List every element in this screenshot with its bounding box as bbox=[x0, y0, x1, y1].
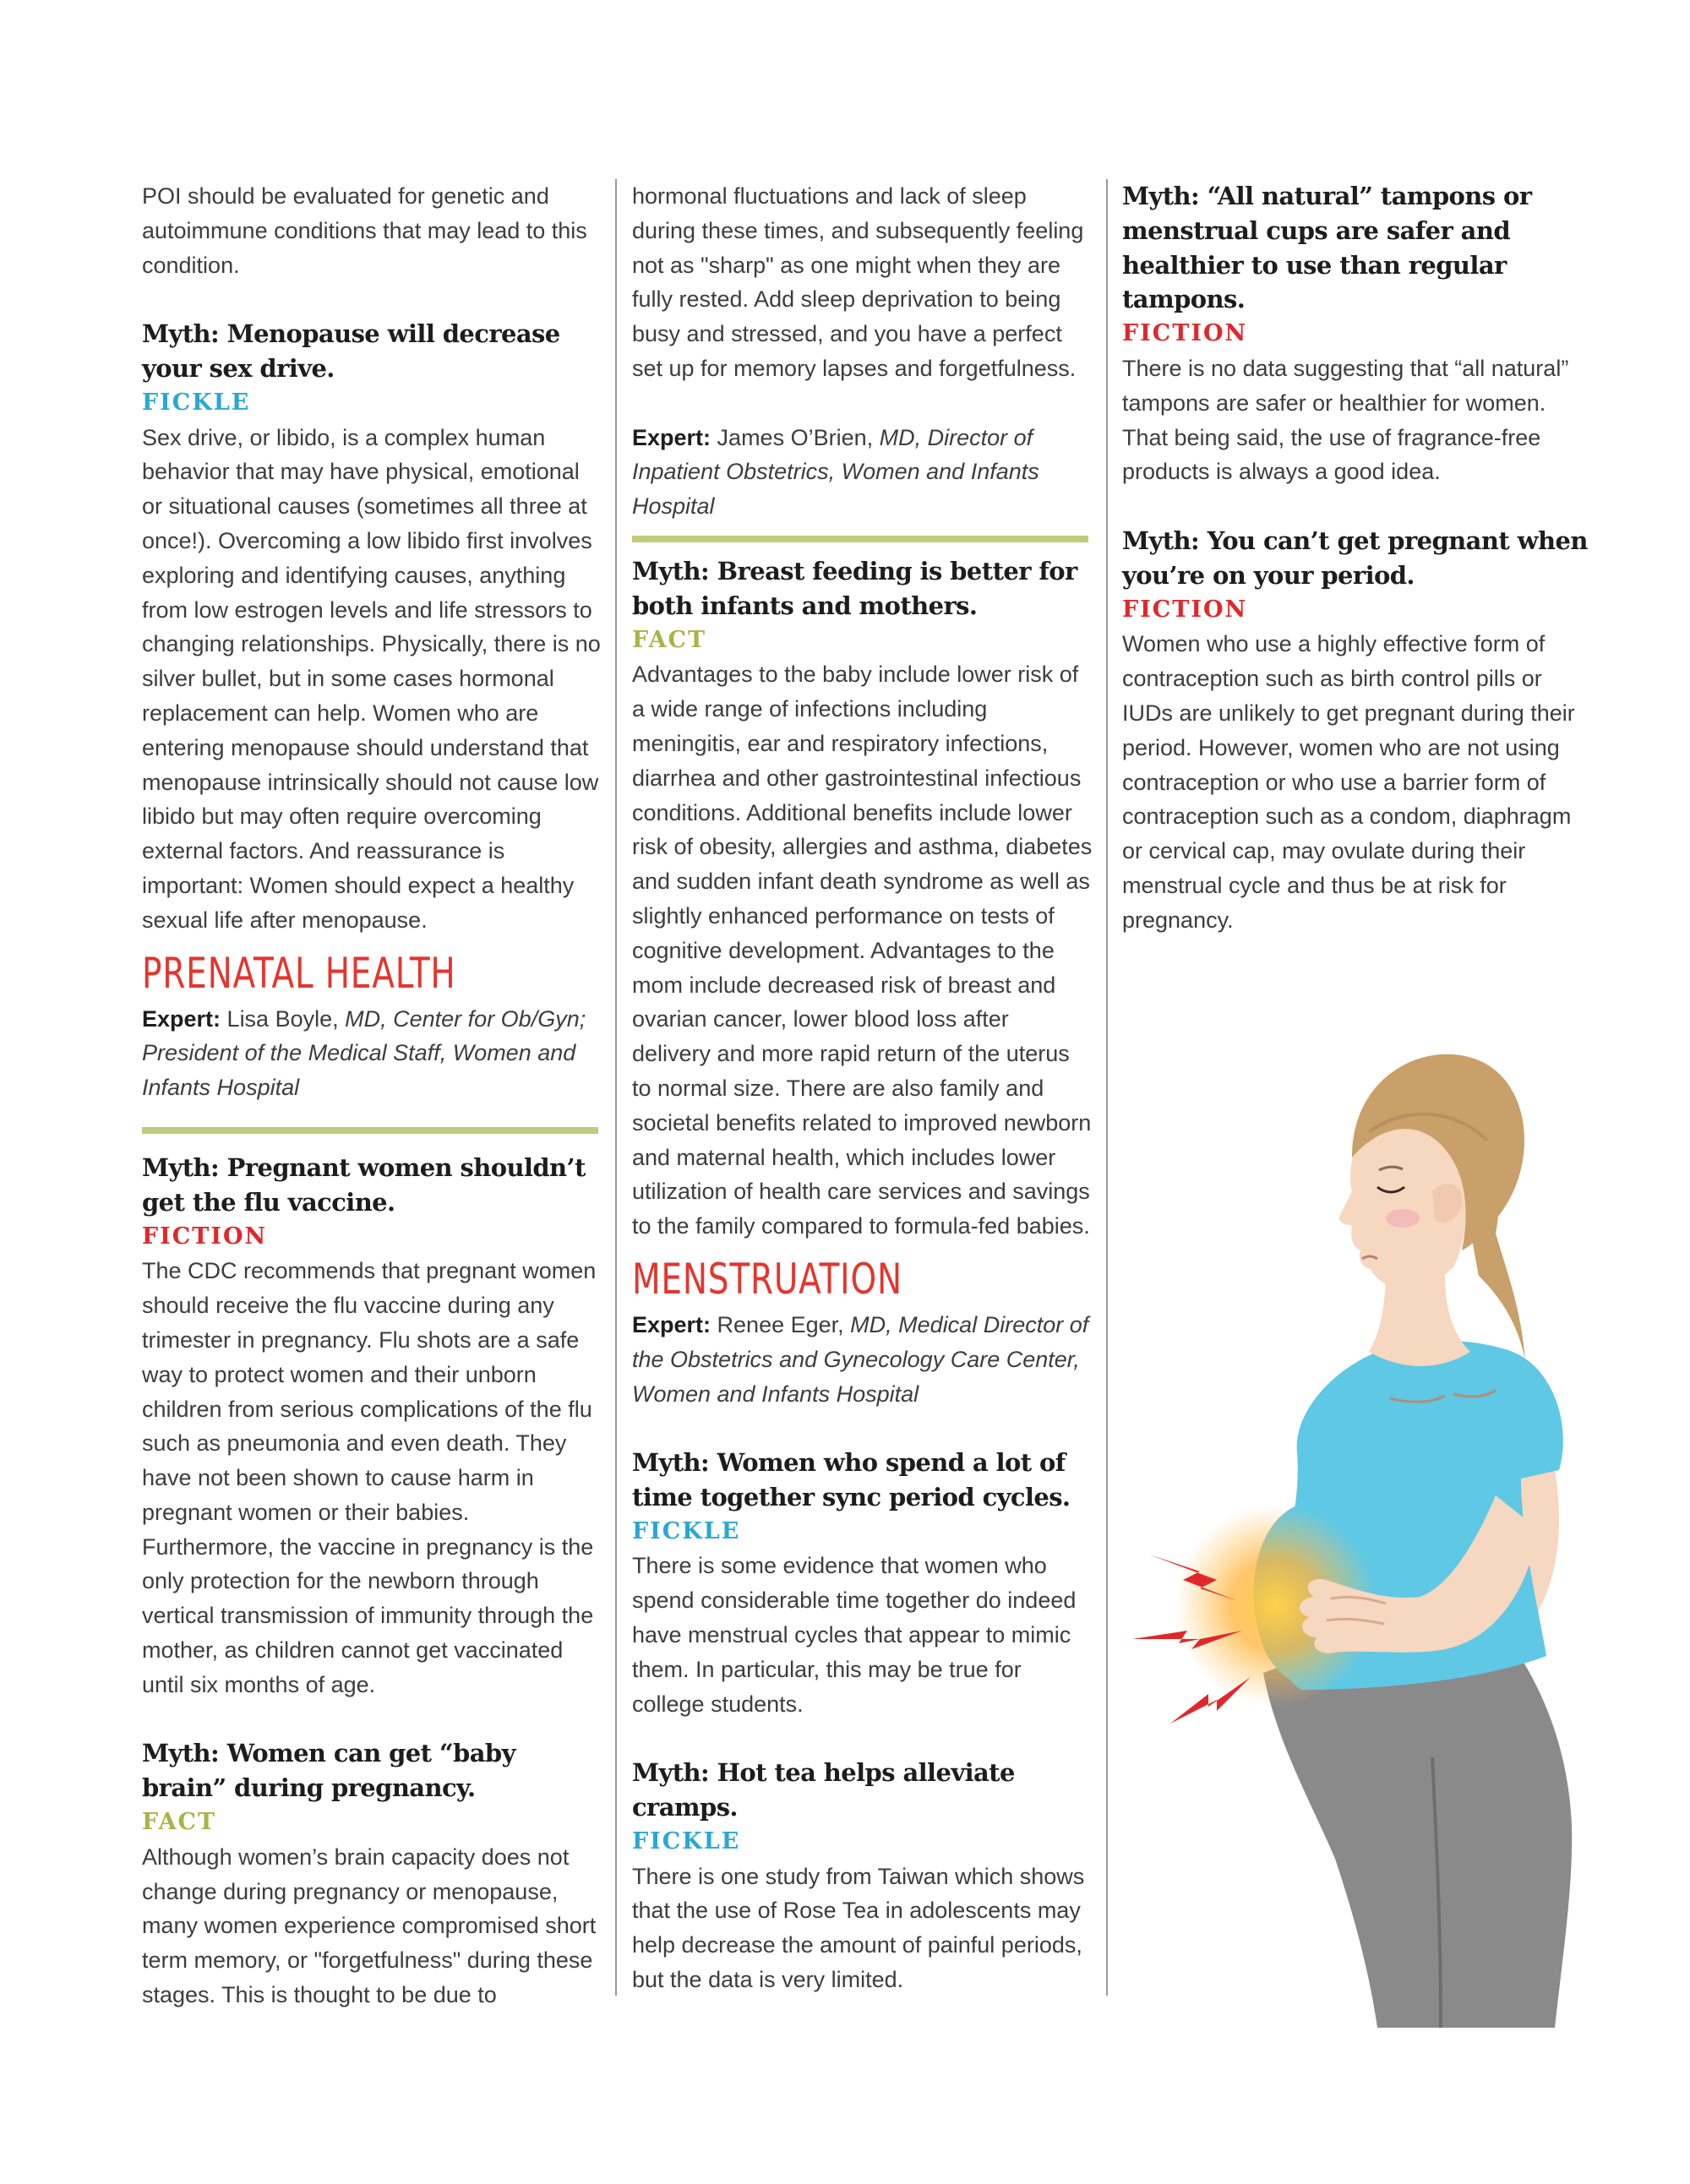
column-3 bbox=[1122, 179, 1595, 938]
myth-natural-tampons-heading: Myth: “All natural” tampons or menstrual cups are safer and healthier to use than regular tampons. bbox=[1122, 182, 1532, 314]
verdict-badge: FICKLE bbox=[632, 1517, 741, 1544]
myth-period-pregnancy-body: Women who use a highly effective form of contraception such as birth control pills or IUDs are unlikely to get pregnant during their period. However, women who are not using contraception or who use a barrier form of contraception such as a condom, diaphragm or cervical cap, may ovulate during their menstrual cycle and thus be at risk for pregnancy. bbox=[1122, 631, 1575, 933]
myth-flu-vaccine-heading: Myth: Pregnant women shouldn’t get the flu vaccine. bbox=[142, 1152, 586, 1217]
continued-paragraph: hormonal fluctuations and lack of sleep during these times, and subsequently feeling not as "sharp" as one might when they are fully rested. Add sleep deprivation to being busy and stressed, and you have a perfect set up for memory lapses and forgetfulness. bbox=[632, 183, 1084, 381]
myth-hot-tea-body: There is one study from Taiwan which shows that the use of Rose Tea in adolescents may help decrease the amount of painful periods, but the data is very limited. bbox=[632, 1863, 1085, 1993]
myth-baby-brain-body: Although women’s brain capacity does not change during pregnancy or menopause, many women experience compromised short term memory, or "forgetfulness" during these stages. This is thought to be due to bbox=[142, 1844, 597, 2008]
section-title-prenatal: PRENATAL HEALTH bbox=[142, 948, 456, 998]
verdict-badge: FICKLE bbox=[632, 1827, 741, 1854]
pregnant-woman-cramps-illustration bbox=[1098, 912, 1606, 2028]
intro-paragraph: POI should be evaluated for genetic and autoimmune conditions that may lead to this condition. bbox=[142, 183, 587, 278]
expert-credit: Expert: Lisa Boyle, MD, Center for Ob/Gyn; President of the Medical Staff, Women and Infants Hospital bbox=[142, 1005, 586, 1101]
verdict-badge: FICTION bbox=[1122, 320, 1248, 347]
column-2 bbox=[632, 179, 1093, 1997]
verdict-badge: FACT bbox=[142, 1809, 217, 1836]
verdict-badge: FICKLE bbox=[142, 389, 251, 416]
myth-period-sync-heading: Myth: Women who spend a lot of time together sync period cycles. bbox=[632, 1448, 1071, 1511]
myth-menopause-body: Sex drive, or libido, is a complex human behavior that may have physical, emotional or situational causes (sometimes all three at once!). Overcoming a low libido first involves exploring and identifying causes, anything from low estrogen levels and life stressors to changing relationships. Physically, there is no silver bullet, but in some cases hormonal replacement can help. Women who are entering menopause should understand that menopause intrinsically should not cause low libido but may often require overcoming external factors. And reassurance is important: Women should expect a healthy sexual life after menopause. bbox=[142, 424, 601, 933]
myth-period-sync-body: There is some evidence that women who spend considerable time together do indeed have menstrual cycles that appear to mimic them. In particular, this may be true for college students. bbox=[632, 1553, 1077, 1717]
myth-period-pregnancy-heading: Myth: You can’t get pregnant when you’re on your period. bbox=[1122, 526, 1588, 590]
verdict-badge: FICTION bbox=[1122, 596, 1248, 623]
column-1 bbox=[142, 179, 602, 2012]
section-divider bbox=[632, 536, 1088, 542]
expert-credit: Expert: James O’Brien, MD, Director of Inpatient Obstetrics, Women and Infants Hospital bbox=[632, 424, 1039, 520]
section-title-menstruation: MENSTRUATION bbox=[632, 1254, 902, 1304]
expert-credit: Expert: Renee Eger, MD, Medical Director of the Obstetrics and Gynecology Care Center, Women and Infants Hospital bbox=[632, 1311, 1089, 1407]
myth-menopause-heading: Myth: Menopause will decrease your sex drive. bbox=[142, 319, 560, 383]
myth-baby-brain-heading: Myth: Women can get “baby brain” during pregnancy. bbox=[142, 1739, 515, 1803]
myth-hot-tea-heading: Myth: Hot tea helps alleviate cramps. bbox=[632, 1758, 1015, 1822]
verdict-badge: FACT bbox=[632, 626, 707, 653]
myth-flu-vaccine-body: The CDC recommends that pregnant women should receive the flu vaccine during any trimester in pregnancy. Flu shots are a safe way to protect women and their unborn children from serious complications of the flu such as pneumonia and even death. They have not been shown to cause harm in pregnant women or their babies. Furthermore, the vaccine in pregnancy is the only protection for the newborn through vertical transmission of immunity through the mother, as children cannot get vaccinated until six months of age. bbox=[142, 1258, 597, 1697]
myth-breast-feeding-heading: Myth: Breast feeding is better for both infants and mothers. bbox=[632, 556, 1077, 620]
section-divider bbox=[142, 1127, 598, 1134]
myth-natural-tampons-body: There is no data suggesting that “all natural” tampons are safer or healthier for women. That being said, the use of fragrance-free products is always a good idea. bbox=[1122, 355, 1569, 485]
myth-breast-feeding-body: Advantages to the baby include lower risk of a wide range of infections including meningitis, ear and respiratory infections, diarrhea and other gastrointestinal infectious conditions. Additional benefits include lower risk of obesity, allergies and asthma, diabetes and sudden infant death syndrome as well as slightly enhanced performance on tests of cognitive development. Advantages to the mom include decreased risk of breast and ovarian cancer, lower blood loss after delivery and more rapid return of the uterus to normal size. There are also family and societal benefits related to improved newborn and maternal health, which includes lower utilization of health care services and savings to the family compared to formula-fed babies. bbox=[632, 662, 1093, 1239]
column-divider bbox=[615, 179, 617, 1996]
verdict-badge: FICTION bbox=[142, 1223, 268, 1250]
